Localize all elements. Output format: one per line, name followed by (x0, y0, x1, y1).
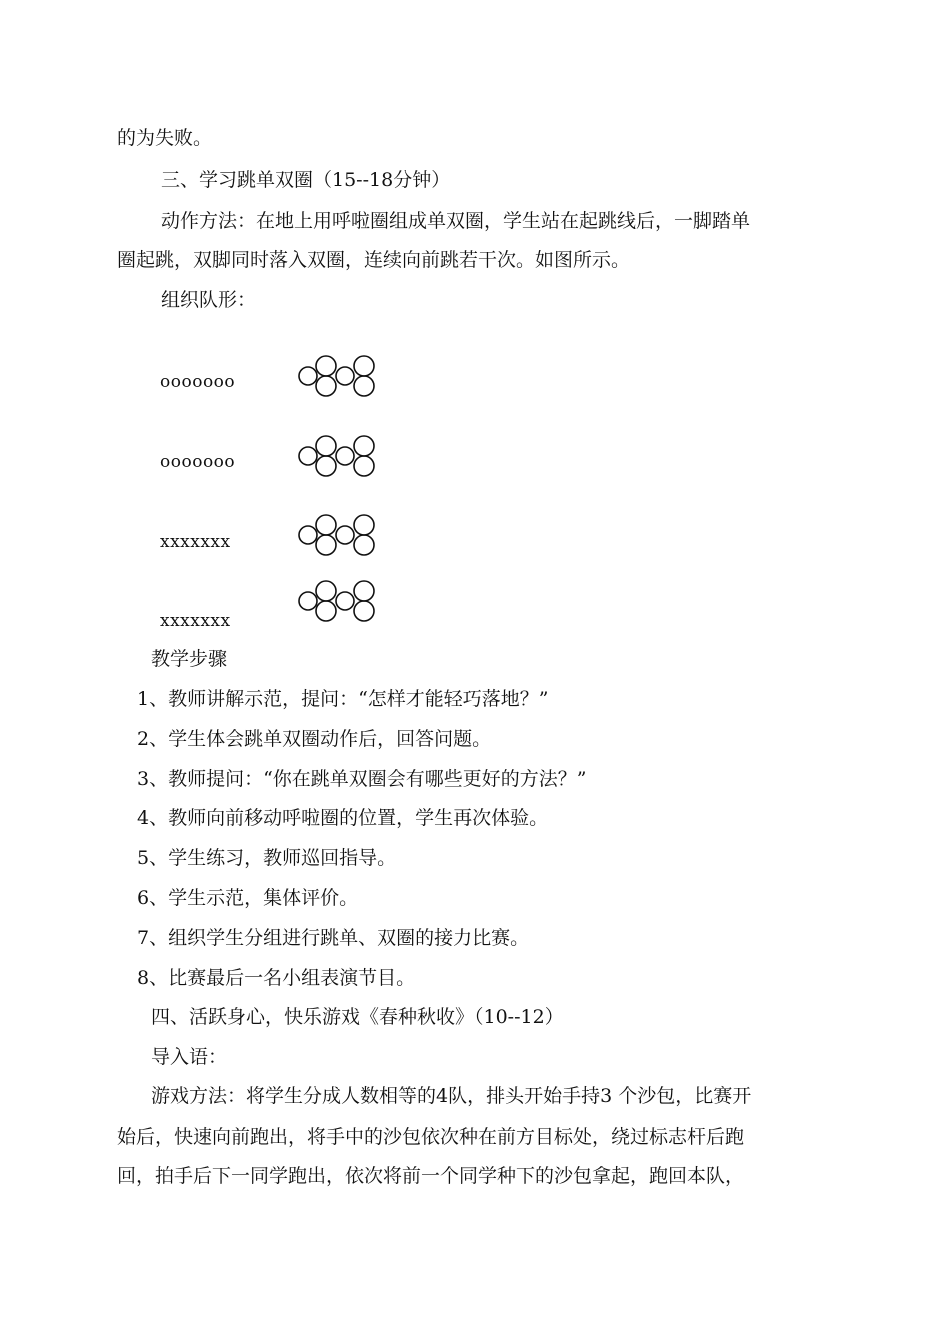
intro-label: 导入语： (151, 1046, 228, 1068)
hoop-layout-icon (298, 514, 378, 556)
paragraph-line: 的为失败。 (117, 127, 213, 149)
formation-label: xxxxxxx (160, 532, 231, 552)
paragraph-line: 动作方法：在地上用呼啦圈组成单双圈，学生站在起跳线后，一脚踏单 (161, 210, 751, 232)
step-item: 8、比赛最后一名小组表演节目。 (137, 967, 416, 989)
formation-row (160, 435, 420, 485)
step-item: 5、学生练习，教师巡回指导。 (137, 847, 397, 869)
paragraph-line: 游戏方法：将学生分成人数相等的4队，排头开始手持3 个沙包，比赛开 (151, 1085, 752, 1107)
paragraph-line: 始后，快速向前跑出，将手中的沙包依次种在前方目标处，绕过标志杆后跑 (117, 1126, 745, 1148)
step-item: 2、学生体会跳单双圈动作后，回答问题。 (137, 728, 492, 750)
hoop-layout-icon (298, 580, 378, 622)
section-heading: 三、学习跳单双圈（15--18分钟） (161, 169, 451, 191)
step-item: 6、学生示范，集体评价。 (137, 887, 359, 909)
formation-label: ooooooo (160, 372, 236, 392)
step-item: 3、教师提问：“你在跳单双圈会有哪些更好的方法？” (137, 768, 587, 790)
step-item: 1、教师讲解示范，提问：“怎样才能轻巧落地？” (137, 688, 549, 710)
paragraph-line: 回，拍手后下一同学跑出，依次将前一个同学种下的沙包拿起，跑回本队， (117, 1165, 745, 1187)
formation-row (160, 355, 420, 405)
steps-heading: 教学步骤 (151, 648, 228, 670)
hoop-layout-icon (298, 435, 378, 477)
formation-row (160, 514, 420, 564)
step-item: 4、教师向前移动呼啦圈的位置，学生再次体验。 (137, 807, 549, 829)
formation-row (160, 580, 420, 630)
hoop-layout-icon (298, 355, 378, 397)
step-item: 7、组织学生分组进行跳单、双圈的接力比赛。 (137, 927, 530, 949)
section-heading: 四、活跃身心，快乐游戏《春种秋收》（10--12） (151, 1006, 564, 1028)
formation-label: ooooooo (160, 452, 236, 472)
paragraph-line: 圈起跳，双脚同时落入双圈，连续向前跳若干次。如图所示。 (117, 249, 631, 271)
paragraph-line: 组织队形： (161, 289, 257, 311)
formation-label: xxxxxxx (160, 611, 231, 631)
